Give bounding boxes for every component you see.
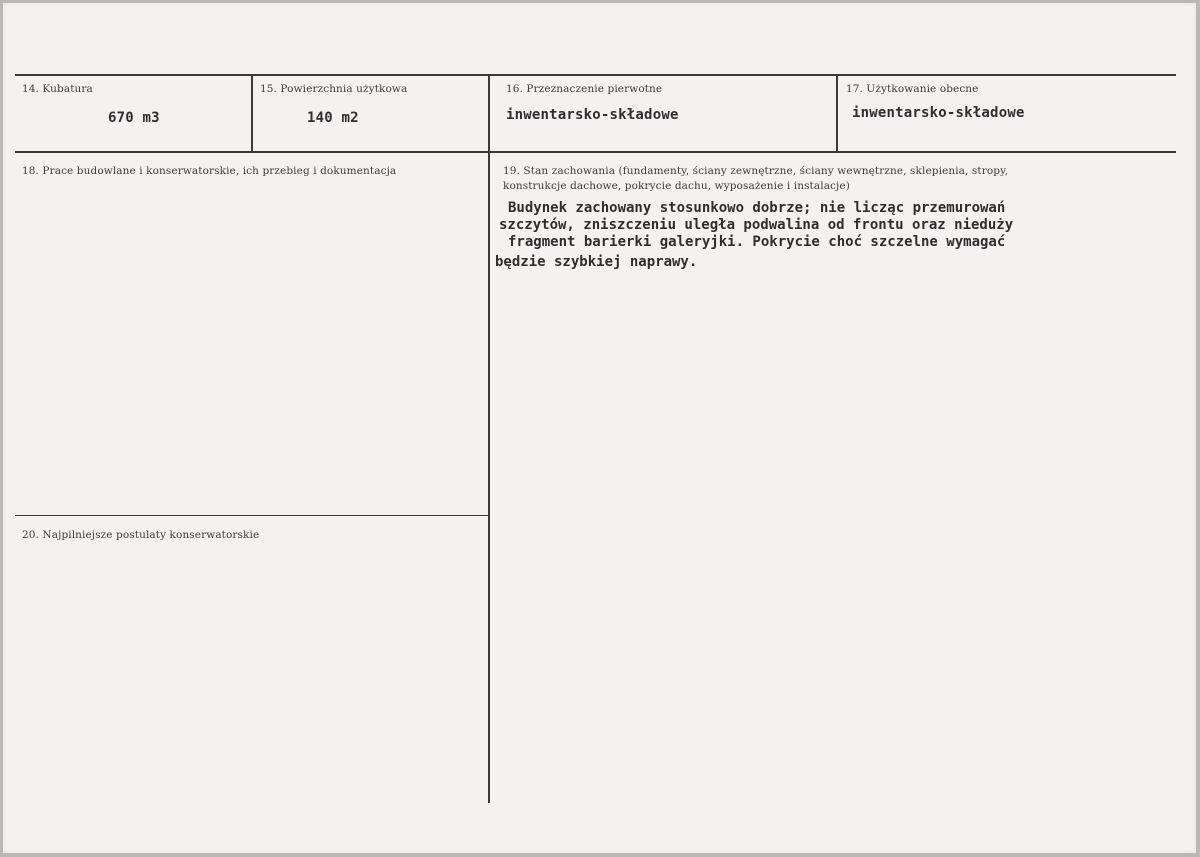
postulaty-label: 20. Najpilniejsze postulaty konserwatorskie — [22, 529, 260, 541]
row-divider — [15, 151, 1176, 153]
uzytkowanie-value: inwentarsko-składowe — [852, 105, 1025, 121]
stan-text-line-4: będzie szybkiej naprawy. — [495, 254, 698, 270]
przeznaczenie-label: 16. Przeznaczenie pierwotne — [506, 83, 663, 95]
przeznaczenie-value: inwentarsko-składowe — [506, 107, 679, 123]
col-divider-2 — [488, 75, 490, 803]
col-divider-1 — [251, 75, 253, 153]
left-column-divider — [15, 515, 488, 516]
kubatura-value: 670 m3 — [108, 110, 160, 126]
col-divider-3 — [836, 75, 838, 153]
powierzchnia-value: 140 m2 — [307, 110, 359, 126]
uzytkowanie-label: 17. Użytkowanie obecne — [846, 83, 979, 95]
prace-label: 18. Prace budowlane i konserwatorskie, ich przebieg i dokumentacja — [22, 165, 397, 177]
stan-label-line-2: konstrukcje dachowe, pokrycie dachu, wyposażenie i instalacje) — [503, 180, 850, 192]
stan-text-line-3: fragment barierki galeryjki. Pokrycie choć szczelne wymagać — [508, 234, 1006, 250]
powierzchnia-label: 15. Powierzchnia użytkowa — [260, 83, 408, 95]
stan-label-line-1: 19. Stan zachowania (fundamenty, ściany zewnętrzne, ściany wewnętrzne, sklepienia, stropy, — [503, 165, 1009, 177]
top-rule — [15, 74, 1176, 76]
stan-text-line-1: Budynek zachowany stosunkowo dobrze; nie licząc przemurowań — [508, 200, 1006, 216]
kubatura-label: 14. Kubatura — [22, 83, 93, 95]
inventory-card — [3, 3, 1196, 853]
stan-text-line-2: szczytów, zniszczeniu uległa podwalina od frontu oraz nieduży — [499, 217, 1014, 233]
